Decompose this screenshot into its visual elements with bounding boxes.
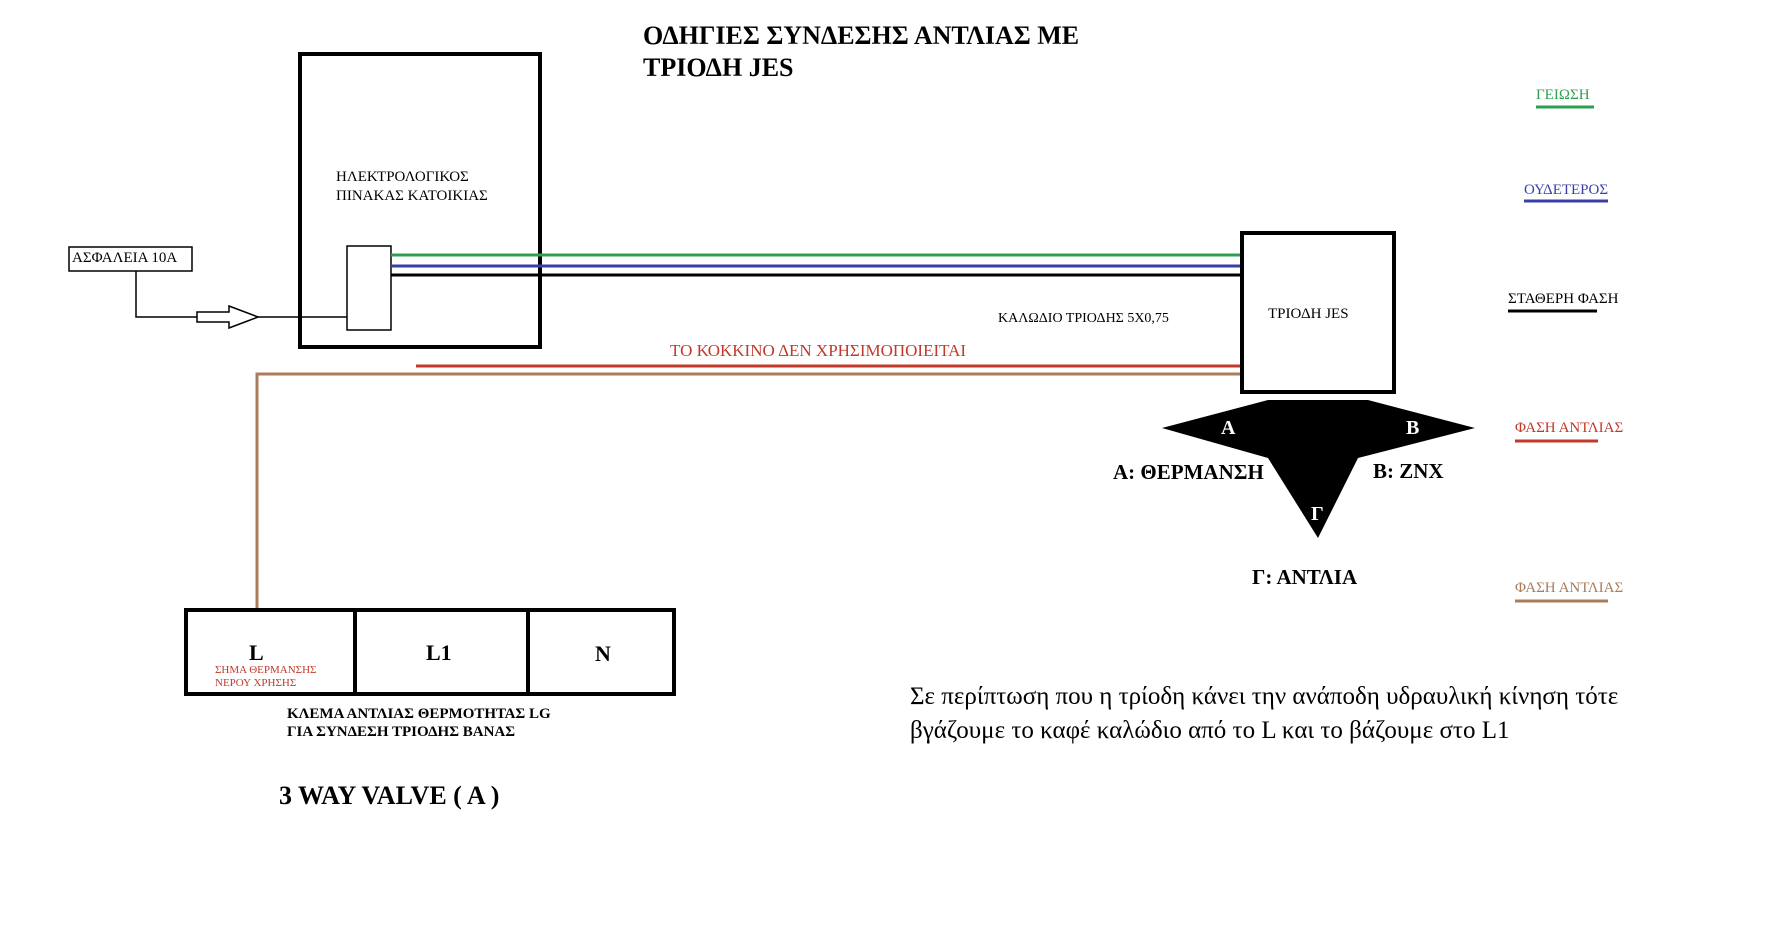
- title-line-2: ΤΡΙΟΔΗ JES: [643, 53, 794, 82]
- terminal-l: L: [249, 640, 264, 665]
- port-a-description: Α: ΘΕΡΜΑΝΣΗ: [1113, 460, 1264, 484]
- terminal-caption-line-2: ΓΙΑ ΣΥΝΔΕΣΗ ΤΡΙΟΔΗΣ ΒΑΝΑΣ: [287, 724, 516, 740]
- title-line-1: ΟΔΗΓΙΕΣ ΣΥΝΔΕΣΗΣ ΑΝΤΛΙΑΣ ΜΕ: [643, 21, 1080, 50]
- legend-neutral: ΟΥΔΕΤΕΡΟΣ: [1524, 182, 1609, 198]
- port-c-letter: Γ: [1311, 503, 1324, 525]
- diagram-title: [643, 20, 1079, 84]
- legend-pump-phase-red: ΦΑΣΗ ΑΝΤΛΙΑΣ: [1515, 420, 1624, 436]
- legend-phase: ΣΤΑΘΕΡΗ ΦΑΣΗ: [1508, 291, 1619, 307]
- terminal-n: N: [595, 641, 611, 666]
- port-b-description: Β: ΖΝΧ: [1373, 459, 1444, 483]
- port-b-letter: Β: [1406, 417, 1420, 439]
- three-way-valve-caption: 3 WAY VALVE ( A ): [279, 781, 500, 810]
- terminal-caption: [287, 705, 551, 741]
- cable-label: ΚΑΛΩΔΙΟ ΤΡΙΟΔΗΣ 5Χ0,75: [998, 311, 1169, 326]
- panel-label-line-1: ΗΛΕΚΤΡΟΛΟΓΙΚΟΣ: [336, 169, 469, 185]
- terminal-l1: L1: [426, 640, 452, 665]
- terminal-caption-line-1: ΚΛΕΜΑ ΑΝΤΛΙΑΣ ΘΕΡΜΟΤΗΤΑΣ LG: [287, 706, 551, 722]
- terminal-l-sublabel-line-2: ΝΕΡΟΥ ΧΡΗΣΗΣ: [215, 677, 297, 689]
- panel-label-line-2: ΠΙΝΑΚΑΣ ΚΑΤΟΙΚΙΑΣ: [336, 188, 488, 204]
- fuse-connector-line: [136, 271, 197, 317]
- panel-label: [336, 168, 488, 206]
- breaker-box: [347, 246, 391, 330]
- legend-ground: ΓΕΙΩΣΗ: [1536, 87, 1590, 103]
- terminal-l-sublabel: [215, 664, 316, 690]
- fuse-arrow: [197, 306, 258, 328]
- red-wire-note: ΤΟ ΚΟΚΚΙΝΟ ΔΕΝ ΧΡΗΣΙΜΟΠΟΙΕΙΤΑΙ: [670, 341, 967, 360]
- valve-label: ΤΡΙΟΔΗ JES: [1268, 306, 1349, 322]
- port-c-description: Γ: ΑΝΤΛΙΑ: [1252, 565, 1358, 589]
- brown-pump-wire: [257, 374, 1242, 613]
- reverse-note: Σε περίπτωση που η τρίοδη κάνει την ανάποδη υδραυλική κίνηση τότε βγάζουμε το καφέ καλώδιο από το L και το βάζουμε στο L1: [910, 683, 1619, 744]
- terminal-l-sublabel-line-1: ΣΗΜΑ ΘΕΡΜΑΝΣΗΣ: [215, 664, 317, 676]
- legend-pump-phase-brown: ΦΑΣΗ ΑΝΤΛΙΑΣ: [1515, 580, 1624, 596]
- fuse-label: ΑΣΦΑΛΕΙΑ 10Α: [72, 250, 178, 266]
- port-a-letter: Α: [1221, 417, 1236, 439]
